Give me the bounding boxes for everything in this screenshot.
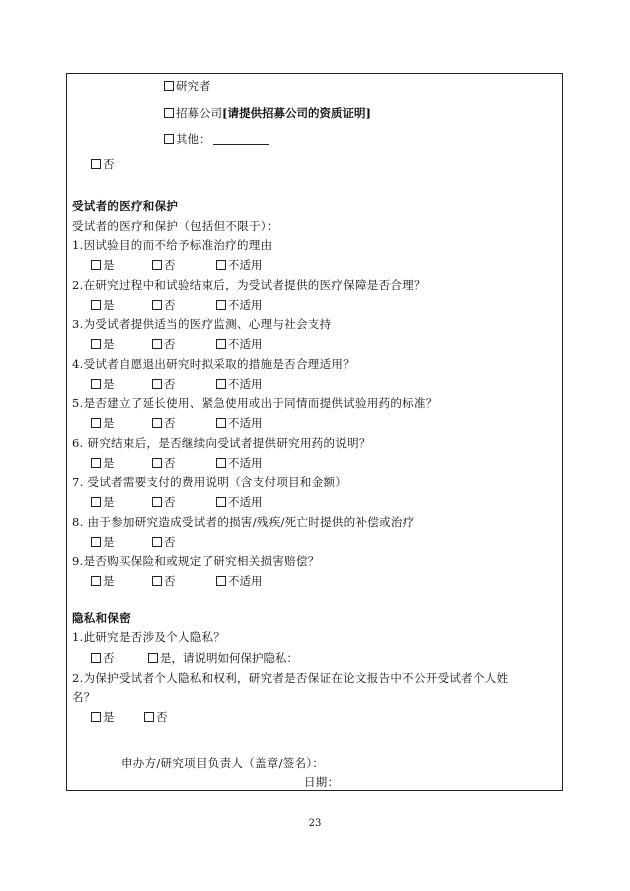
option-label: 不适用 xyxy=(228,377,263,391)
medical-option[interactable] xyxy=(91,416,115,430)
privacy-q2-yes[interactable]: 是 xyxy=(91,710,115,724)
checkbox[interactable] xyxy=(152,339,162,349)
medical-option[interactable] xyxy=(91,258,115,272)
medical-question: 6. 研究结束后，是否继续向受试者提供研究用药的说明？ xyxy=(72,436,371,450)
checkbox[interactable] xyxy=(216,497,226,507)
checkbox[interactable] xyxy=(91,379,101,389)
medical-option[interactable] xyxy=(152,495,176,509)
medical-question: 7. 受试者需要支付的费用说明（含支付项目和金额） xyxy=(72,475,348,489)
option-label: 否 xyxy=(164,535,176,549)
medical-option[interactable] xyxy=(216,456,263,470)
option-label: 是 xyxy=(103,337,115,351)
medical-option[interactable] xyxy=(152,298,176,312)
checkbox[interactable] xyxy=(144,712,154,722)
medical-option[interactable] xyxy=(216,574,263,588)
option-label: 否 xyxy=(164,456,176,470)
medical-option[interactable] xyxy=(91,337,115,351)
checkbox[interactable] xyxy=(91,159,101,169)
medical-option[interactable] xyxy=(216,377,263,391)
privacy-q2-no[interactable]: 否 xyxy=(144,710,168,724)
privacy-q1-no[interactable]: 否 xyxy=(91,651,115,665)
checkbox[interactable] xyxy=(152,537,162,547)
medical-question: 3.为受试者提供适当的医疗监测、心理与社会支持 xyxy=(72,317,332,331)
checkbox[interactable] xyxy=(216,418,226,428)
option-label: 不适用 xyxy=(228,298,263,312)
option-label: 不适用 xyxy=(228,337,263,351)
page-number: 23 xyxy=(308,818,322,829)
medical-option[interactable] xyxy=(152,456,176,470)
checkbox[interactable] xyxy=(216,379,226,389)
checkbox[interactable] xyxy=(152,458,162,468)
privacy-question-2: 2.为保护受试者个人隐私和权利，研究者是否保证在论文报告中不公开受试者个人姓 xyxy=(72,671,509,685)
medical-option[interactable] xyxy=(91,456,115,470)
checkbox[interactable] xyxy=(91,458,101,468)
option-label: 不适用 xyxy=(228,416,263,430)
checkbox[interactable] xyxy=(91,300,101,310)
medical-option[interactable] xyxy=(216,298,263,312)
medical-option[interactable] xyxy=(216,337,263,351)
option-label: 不适用 xyxy=(228,495,263,509)
medical-option[interactable] xyxy=(152,377,176,391)
option-label: 是 xyxy=(103,535,115,549)
medical-question: 8. 由于参加研究造成受试者的损害/残疾/死亡时提供的补偿或治疗 xyxy=(72,515,415,529)
option-other[interactable]: 其他： xyxy=(164,132,269,146)
option-label: 是 xyxy=(103,258,115,272)
checkbox[interactable] xyxy=(152,260,162,270)
checkbox[interactable] xyxy=(91,712,101,722)
checkbox[interactable] xyxy=(216,339,226,349)
medical-question: 1.因试验目的而不给予标准治疗的理由 xyxy=(72,238,273,252)
medical-question: 9.是否购买保险和或规定了研究相关损害赔偿？ xyxy=(72,554,320,568)
date-label: 日期： xyxy=(304,775,340,789)
medical-intro: 受试者的医疗和保护（包括但不限于）： xyxy=(72,219,279,233)
checkbox[interactable] xyxy=(216,260,226,270)
medical-question: 2.在研究过程中和试验结束后，为受试者提供的医疗保障是否合理？ xyxy=(72,278,426,292)
medical-option[interactable] xyxy=(91,377,115,391)
medical-option[interactable] xyxy=(152,574,176,588)
medical-option[interactable] xyxy=(216,416,263,430)
option-no[interactable]: 否 xyxy=(91,157,115,171)
checkbox[interactable] xyxy=(152,576,162,586)
option-label: 是 xyxy=(103,416,115,430)
medical-option[interactable] xyxy=(91,574,115,588)
option-label: 否 xyxy=(164,337,176,351)
option-recruiter[interactable]: 招募公司[请提供招募公司的资质证明] xyxy=(164,106,371,120)
checkbox[interactable] xyxy=(148,653,158,663)
medical-option[interactable] xyxy=(152,258,176,272)
checkbox[interactable] xyxy=(152,418,162,428)
medical-option[interactable] xyxy=(152,416,176,430)
checkbox[interactable] xyxy=(91,339,101,349)
option-label: 是 xyxy=(103,298,115,312)
option-researcher[interactable]: 研究者 xyxy=(164,79,211,93)
option-label: 否 xyxy=(164,298,176,312)
section-heading-medical: 受试者的医疗和保护 xyxy=(72,199,179,213)
checkbox[interactable] xyxy=(152,379,162,389)
checkbox[interactable] xyxy=(164,81,174,91)
checkbox[interactable] xyxy=(91,537,101,547)
checkbox[interactable] xyxy=(152,497,162,507)
option-label: 是 xyxy=(103,456,115,470)
checkbox[interactable] xyxy=(164,108,174,118)
checkbox[interactable] xyxy=(91,576,101,586)
option-label: 否 xyxy=(164,495,176,509)
option-label: 是 xyxy=(103,495,115,509)
medical-option[interactable] xyxy=(91,535,115,549)
option-label: 不适用 xyxy=(228,574,263,588)
privacy-q1-yes[interactable]: 是，请说明如何保护隐私： xyxy=(148,651,298,665)
option-label: 是 xyxy=(103,377,115,391)
medical-option[interactable] xyxy=(152,337,176,351)
medical-question: 5.是否建立了延长使用、紧急使用或出于同情而提供试验用药的标准？ xyxy=(72,396,438,410)
option-label: 否 xyxy=(164,574,176,588)
medical-question: 4.受试者自愿退出研究时拟采取的措施是否合理适用？ xyxy=(72,357,355,371)
option-label: 否 xyxy=(164,416,176,430)
option-label: 是 xyxy=(103,574,115,588)
checkbox[interactable] xyxy=(216,458,226,468)
privacy-question-1: 1.此研究是否涉及个人隐私？ xyxy=(72,630,226,644)
checkbox[interactable] xyxy=(216,576,226,586)
medical-option[interactable] xyxy=(91,298,115,312)
option-label: 不适用 xyxy=(228,456,263,470)
signature-label: 申办方/研究项目负责人（盖章/签名）： xyxy=(121,756,325,770)
medical-option[interactable] xyxy=(152,535,176,549)
other-blank-field[interactable] xyxy=(213,133,269,145)
option-label: 不适用 xyxy=(228,258,263,272)
checkbox[interactable] xyxy=(91,653,101,663)
checkbox[interactable] xyxy=(91,260,101,270)
medical-option[interactable] xyxy=(216,258,263,272)
checkbox[interactable] xyxy=(164,134,174,144)
checkbox[interactable] xyxy=(91,497,101,507)
checkbox[interactable] xyxy=(152,300,162,310)
checkbox[interactable] xyxy=(91,418,101,428)
privacy-question-2-cont: 名？ xyxy=(72,690,96,704)
recruiter-note: [请提供招募公司的资质证明] xyxy=(222,106,371,120)
medical-option[interactable] xyxy=(91,495,115,509)
checkbox[interactable] xyxy=(216,300,226,310)
section-heading-privacy: 隐私和保密 xyxy=(72,611,131,625)
option-label: 否 xyxy=(164,258,176,272)
option-label: 否 xyxy=(164,377,176,391)
medical-option[interactable] xyxy=(216,495,263,509)
